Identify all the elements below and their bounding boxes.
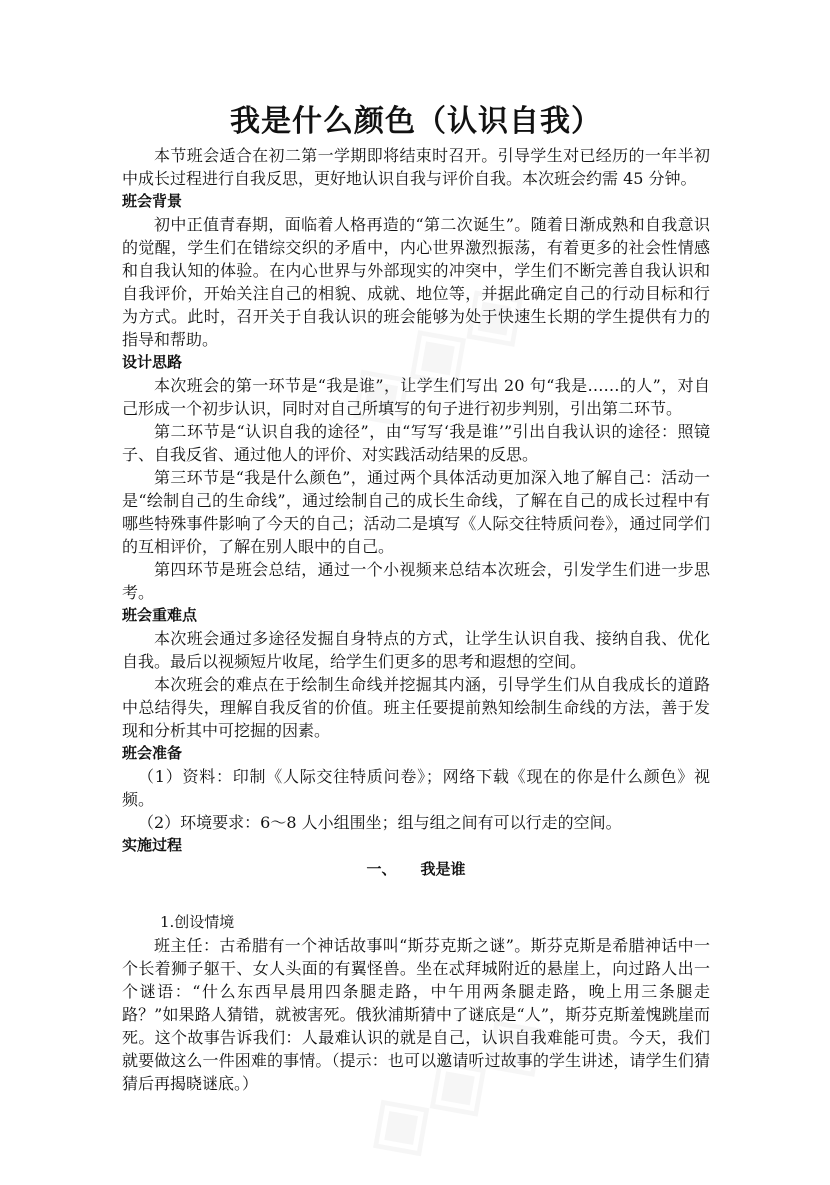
document-page <box>122 92 710 1095</box>
background-heading: 班会背景 <box>122 192 183 210</box>
difficulty-paragraph-2: 本次班会的难点在于绘制生命线并挖掘其内涵，引导学生们从自我成长的道路中总结得失，理解自我反省的价值。班主任要提前熟知绘制生命线的方法，善于发现和分析其中可挖掘的因素。 <box>122 675 710 740</box>
intro-paragraph: 本节班会适合在初二第一学期即将结束时召开。引导学生对已经历的一年半初中成长过程进行自我反思，更好地认识自我与评价自我。本次班会约需 45 分钟。 <box>122 146 710 188</box>
preparation-item-1: （1）资料：印制《人际交往特质问卷》；网络下载《现在的你是什么颜色》视频。 <box>122 767 710 809</box>
preparation-item-2: （2）环境要求：6～8 人小组围坐；组与组之间有可以行走的空间。 <box>138 813 622 832</box>
difficulty-paragraph-1: 本次班会通过多途径发掘自身特点的方式，让学生认识自我、接纳自我、优化自我。最后以视频短片收尾，给学生们更多的思考和遐想的空间。 <box>122 629 710 671</box>
preparation-heading: 班会准备 <box>122 744 183 762</box>
design-paragraph-3: 第三环节是“我是什么颜色”，通过两个具体活动更加深入地了解自己：活动一是“绘制自己的生命线”，通过绘制自己的成长生命线，了解在自己的成长过程中有哪些特殊事件影响了今天的自己；活动二是填写《人际交往特质问卷》，通过同学们的互相评价，了解在别人眼中的自己。 <box>122 468 710 556</box>
document-title: 我是什么颜色（认识自我） <box>230 104 602 139</box>
story-paragraph: 班主任：古希腊有一个神话故事叫“斯芬克斯之谜”。斯芬克斯是希腊神话中一个长着狮子躯干、女人头面的有翼怪兽。坐在忒拜城附近的悬崖上，向过路人出一个谜语：“什么东西早晨用四条腿走路，中午用两条腿走路，晚上用三条腿走路？”如果路人猜错，就被害死。俄狄浦斯猜中了谜底是“人”，斯芬克斯羞愧跳崖而死。这个故事告诉我们：人最难认识的就是自己，认识自我难能可贵。今天，我们就要做这么一件困难的事情。（提示：也可以邀请听过故事的学生讲述，请学生们猜猜后再揭晓谜底。） <box>122 936 710 1093</box>
design-paragraph-1: 本次班会的第一环节是“我是谁”，让学生们写出 20 句“我是……的人”，对自己形成一个初步认识，同时对自己所填写的句子进行初步判别，引出第二环节。 <box>122 376 710 418</box>
difficulty-heading: 班会重难点 <box>122 606 198 624</box>
part-title: 我是谁 <box>420 860 466 878</box>
design-paragraph-4: 第四环节是班会总结，通过一个小视频来总结本次班会，引发学生们进一步思考。 <box>122 560 710 602</box>
background-paragraph: 初中正值青春期，面临着人格再造的“第二次诞生”。随着日渐成熟和自我意识的觉醒，学生们在错综交织的矛盾中，内心世界激烈振荡，有着更多的社会性情感和自我认知的体验。在内心世界与外部现实的冲突中，学生们不断完善自我认识和自我评价，开始关注自己的相貌、成就、地位等，并据此确定自己的行动目标和行为方式。此时，召开关于自我认识的班会能够为处于快速生长期的学生提供有力的指导和帮助。 <box>122 215 710 349</box>
design-paragraph-2: 第二环节是“认识自我的途径”，由“写写‘我是谁’”引出自我认识的途径：照镜子、自我反省、通过他人的评价、对实践活动结果的反思。 <box>122 422 710 464</box>
process-heading: 实施过程 <box>122 836 183 854</box>
design-heading: 设计思路 <box>122 353 183 371</box>
sub-heading-scenario: 1.创设情境 <box>160 913 235 931</box>
part-number: 一、 <box>366 860 397 878</box>
part-one-title <box>122 857 710 881</box>
